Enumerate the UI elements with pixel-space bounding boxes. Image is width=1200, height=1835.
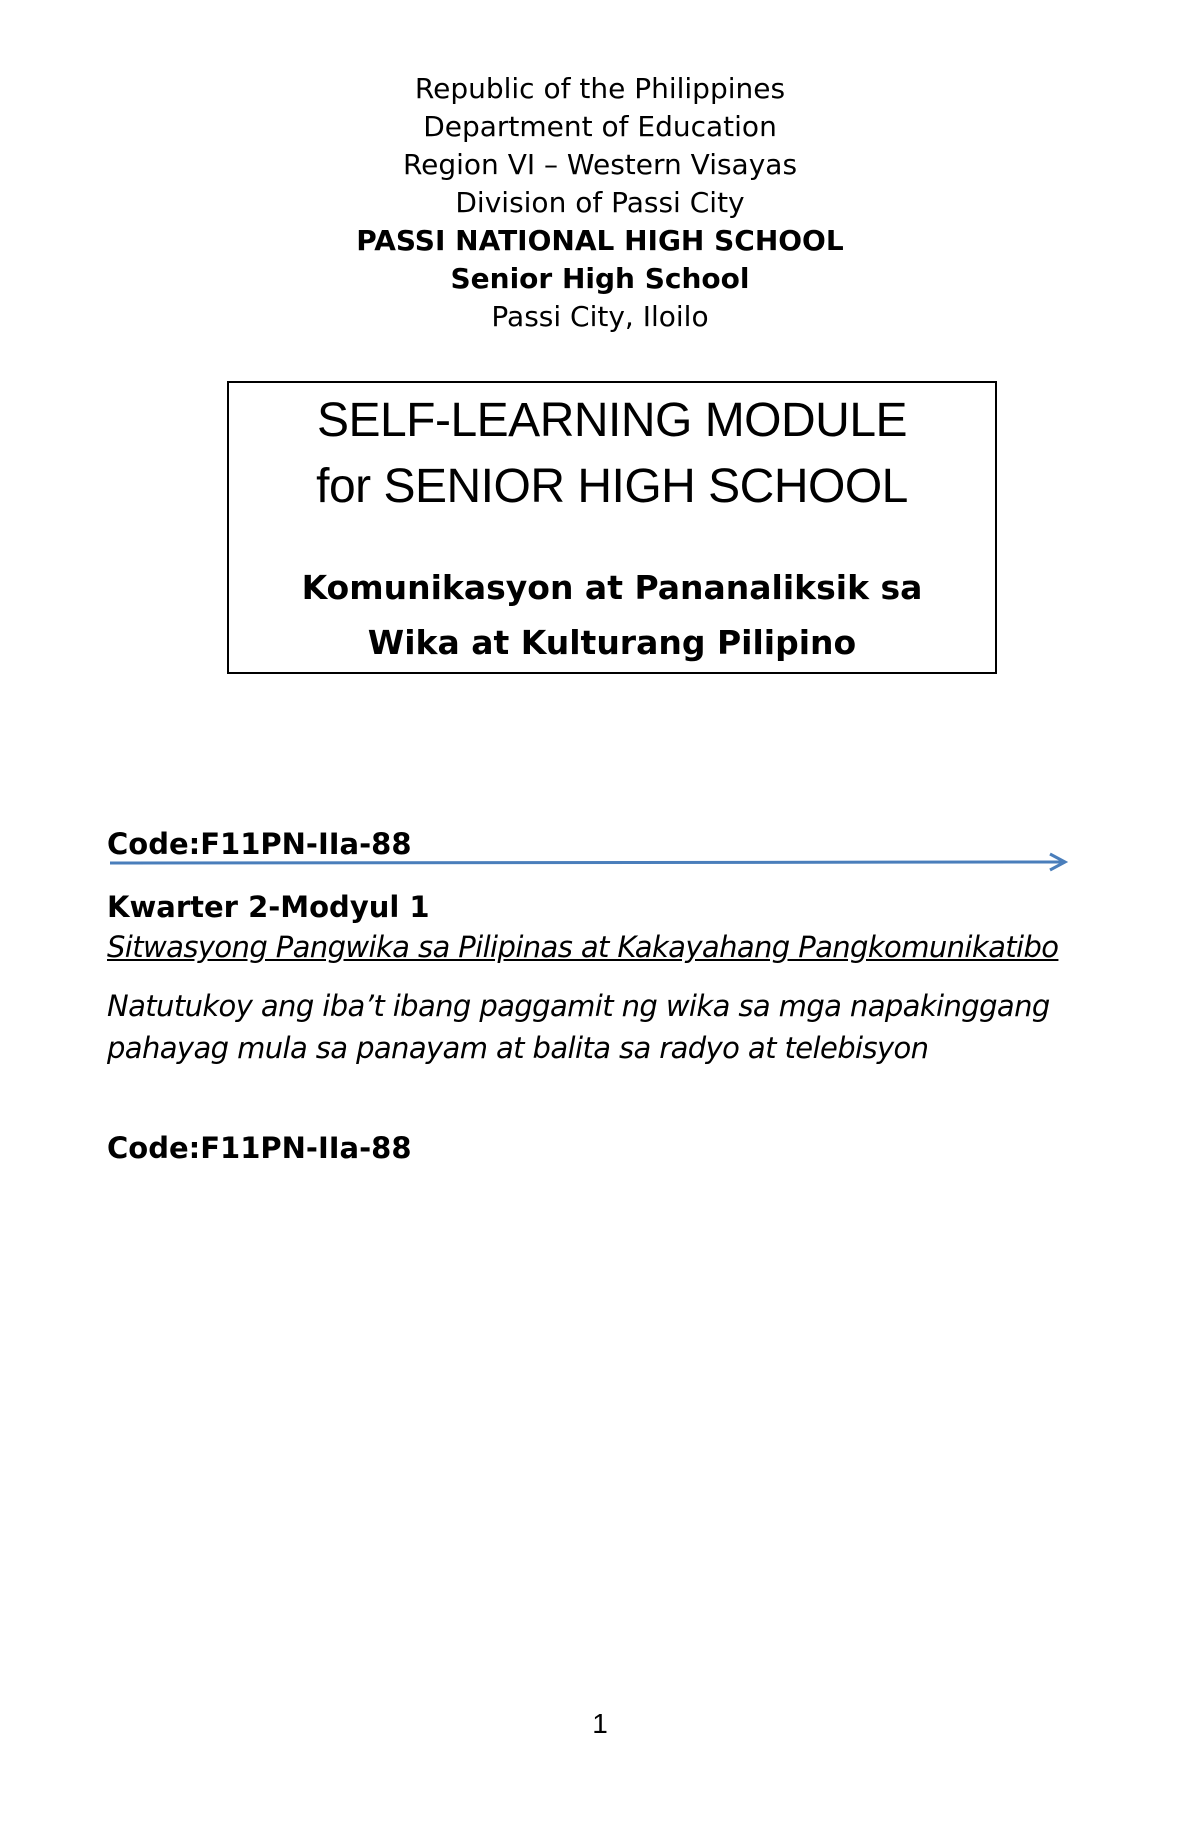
module-topic-title: Sitwasyong Pangwika sa Pilipinas at Kakayahang Pangkomunikatibo [107,930,1059,964]
document-header [0,70,1200,336]
arrow-shaft [110,862,1062,863]
blue-arrow-line [110,850,1070,876]
learning-competency [107,985,1087,1069]
module-heading-line-2: for SENIOR HIGH SCHOOL [316,460,908,513]
quarter-module-label: Kwarter 2-Modyul 1 [107,890,430,924]
page-number: 1 [592,1708,608,1739]
header-division: Division of Passi City [455,186,745,219]
header-school-name: PASSI NATIONAL HIGH SCHOOL [356,224,844,257]
header-region: Region VI – Western Visayas [402,148,798,181]
competency-line-1: Natutukoy ang iba’t ibang paggamit ng wika sa mga napakinggang [107,989,1050,1023]
header-school-unit: Senior High School [450,262,750,295]
competency-code-bottom: Code:F11PN-IIa-88 [107,1131,412,1165]
subject-line-2: Wika at Kulturang Pilipino [367,623,857,662]
module-title-box [227,381,997,674]
module-heading-line-1: SELF-LEARNING MODULE [316,394,908,447]
competency-code-top: Code:F11PN-IIa-88 [107,827,412,861]
competency-line-2: pahayag mula sa panayam at balita sa radyo at telebisyon [107,1031,929,1065]
subject-line-1: Komunikasyon at Pananaliksik sa [301,568,923,607]
header-country: Republic of the Philippines [414,72,786,105]
header-location: Passi City, Iloilo [491,300,709,333]
header-department: Department of Education [423,110,777,143]
